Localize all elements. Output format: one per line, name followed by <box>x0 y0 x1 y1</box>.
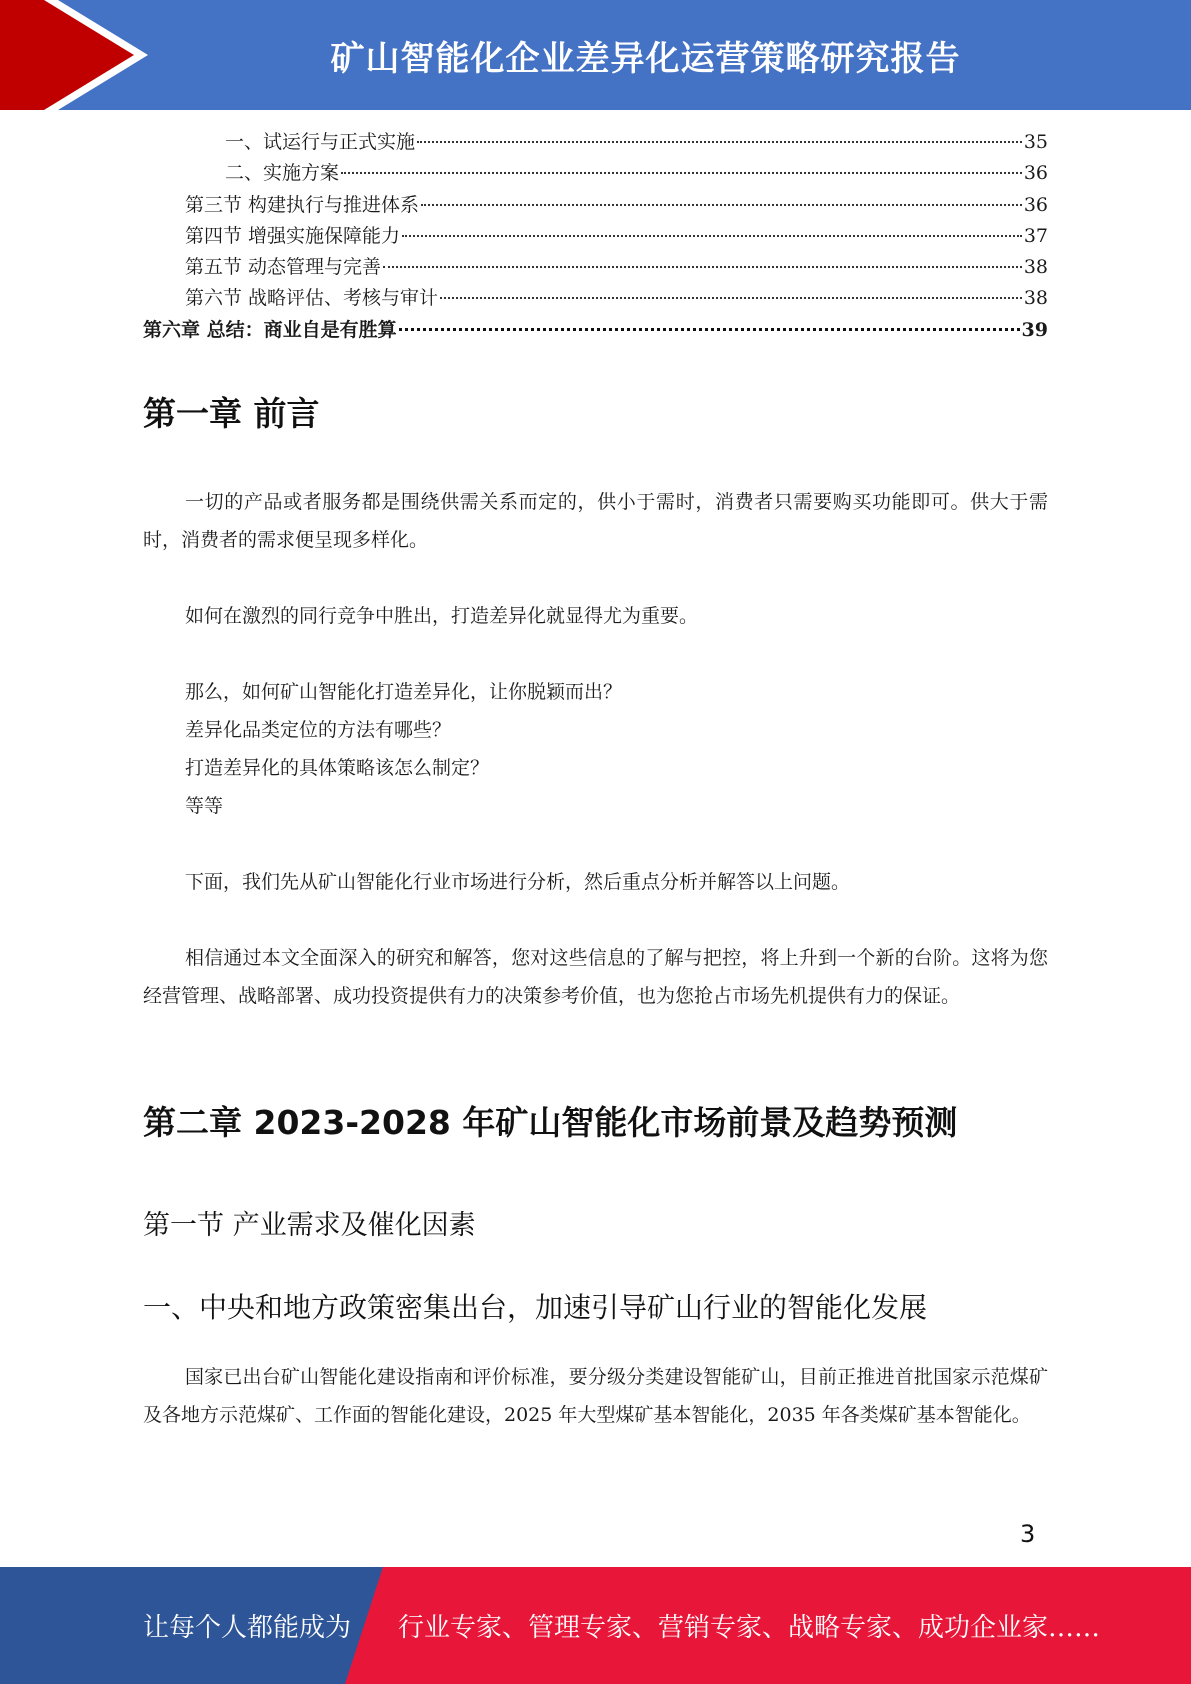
section-heading: 第一节 产业需求及催化因素 <box>143 1210 476 1241</box>
toc-dot-leader <box>417 141 1022 143</box>
subsection-heading: 一、中央和地方政策密集出台，加速引导矿山行业的智能化发展 <box>143 1291 928 1324</box>
toc-entry-page: 38 <box>1023 287 1048 310</box>
toc-entry-label: 第五节 动态管理与完善 <box>185 256 382 279</box>
chapter-1-paragraph-2: 如何在激烈的同行竞争中胜出，打造差异化就显得尤为重要。 <box>185 605 699 627</box>
question-list <box>185 673 622 825</box>
toc-dot-leader <box>383 266 1022 268</box>
toc-entry[interactable] <box>143 190 1048 221</box>
toc-entry-page: 36 <box>1023 162 1048 185</box>
toc-entry-label: 第三节 构建执行与推进体系 <box>185 193 420 216</box>
chapter-1-heading: 第一章 前言 <box>143 394 320 433</box>
chapter-1-paragraph-3: 下面，我们先从矿山智能化行业市场进行分析，然后重点分析并解答以上问题。 <box>185 871 851 893</box>
toc-dot-leader <box>402 235 1022 237</box>
toc-entry-page: 38 <box>1023 256 1048 279</box>
page-number: 3 <box>1020 1520 1036 1548</box>
question-item: 等等 <box>185 795 224 817</box>
toc-entry[interactable] <box>143 283 1048 314</box>
toc-entry-label: 一、试运行与正式实施 <box>225 131 416 153</box>
page-footer <box>0 1567 1191 1684</box>
toc-entry-label: 二、实施方案 <box>225 162 340 185</box>
toc-dot-leader <box>421 204 1022 206</box>
toc-entry[interactable] <box>143 221 1048 252</box>
toc-dot-leader <box>440 297 1022 299</box>
toc-entry-label: 第六章 总结：商业自是有胜算 <box>143 318 397 341</box>
toc-dot-leader <box>399 328 1020 331</box>
chapter-1-paragraph-4: 相信通过本文全面深入的研究和解答，您对这些信息的了解与把控，将上升到一个新的台阶。这将为您经营管理、战略部署、成功投资提供有力的决策参考价值，也为您抢占市场先机提供有力的保证。 <box>143 947 1048 1007</box>
toc-entry-page: 35 <box>1023 131 1048 153</box>
report-title: 矿山智能化企业差异化运营策略研究报告 <box>330 38 961 79</box>
question-item: 打造差异化的具体策略该怎么制定？ <box>185 757 490 779</box>
footer-slogan-left: 让每个人都能成为 <box>143 1613 352 1643</box>
toc-entry-page: 37 <box>1023 224 1048 247</box>
toc-entry[interactable] <box>143 252 1048 283</box>
question-item: 那么，如何矿山智能化打造差异化，让你脱颖而出？ <box>185 681 623 703</box>
chapter-2-heading: 第二章 2023-2028 年矿山智能化市场前景及趋势预测 <box>143 1103 958 1142</box>
toc-entry-chapter[interactable] <box>143 315 1048 346</box>
question-item: 差异化品类定位的方法有哪些？ <box>185 719 452 741</box>
chapter-2-paragraph-1: 国家已出台矿山智能化建设指南和评价标准，要分级分类建设智能矿山，目前正推进首批国家示范煤矿及各地方示范煤矿、工作面的智能化建设，2025 年大型煤矿基本智能化，2035 年各类煤矿基本智能化。 <box>143 1366 1048 1426</box>
table-of-contents <box>143 127 1048 346</box>
toc-entry[interactable] <box>143 158 1048 189</box>
toc-entry[interactable] <box>143 127 1048 158</box>
page-header <box>0 0 1191 110</box>
footer-slogan-right: 行业专家、管理专家、营销专家、战略专家、成功企业家…… <box>398 1613 1101 1643</box>
toc-dot-leader <box>341 172 1022 174</box>
toc-entry-page: 39 <box>1021 318 1048 341</box>
toc-entry-label: 第四节 增强实施保障能力 <box>185 224 401 247</box>
toc-entry-label: 第六节 战略评估、考核与审计 <box>185 287 439 310</box>
chapter-1-paragraph-1: 一切的产品或者服务都是围绕供需关系而定的，供小于需时，消费者只需要购买功能即可。供大于需时，消费者的需求便呈现多样化。 <box>143 491 1048 551</box>
toc-entry-page: 36 <box>1023 193 1048 216</box>
